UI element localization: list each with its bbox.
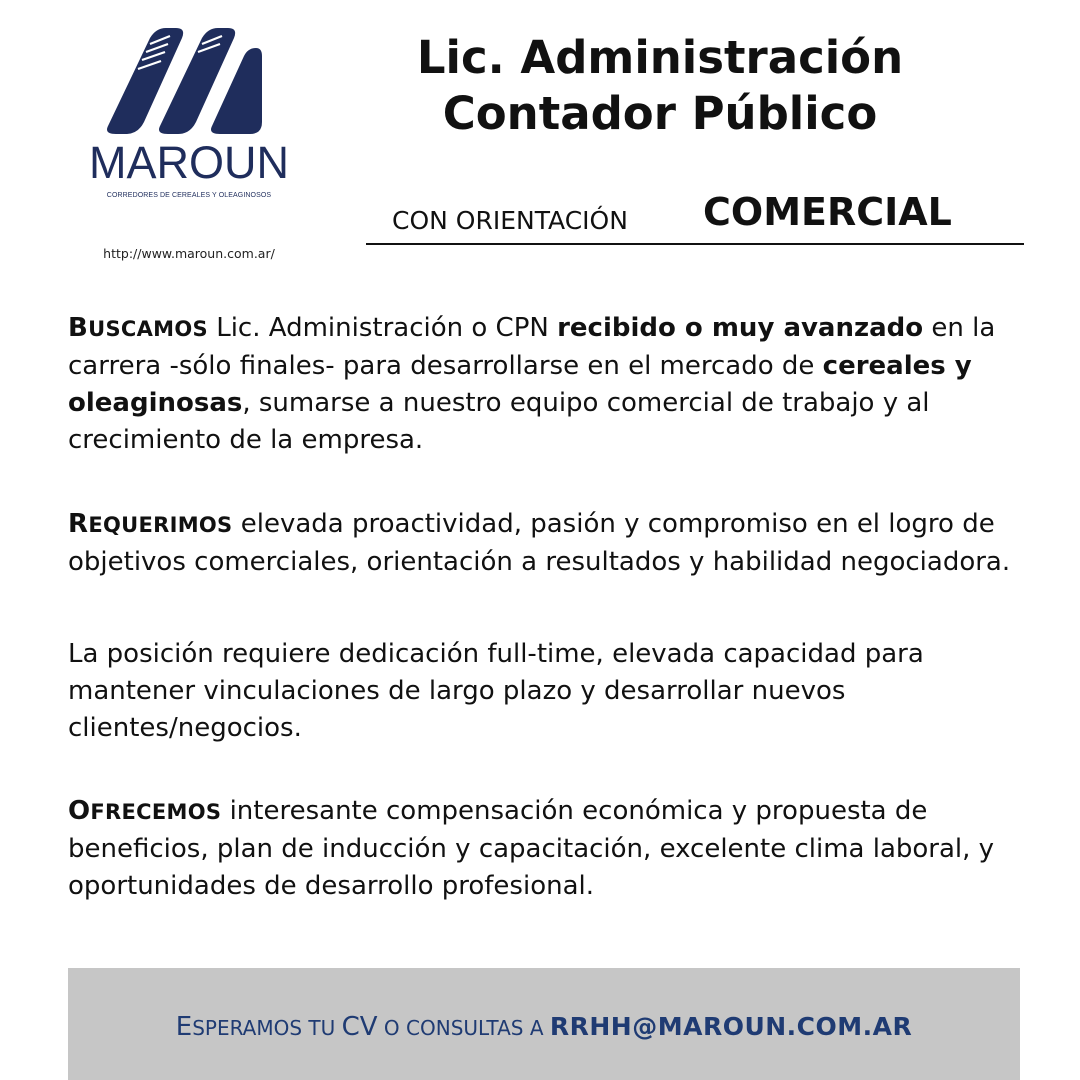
job-title-line-2: Contador Público bbox=[442, 87, 878, 140]
company-url-link[interactable]: http://www.maroun.com.ar/ bbox=[103, 246, 275, 261]
requerimos-heading: REQUERIMOS bbox=[68, 509, 233, 539]
job-subtitle bbox=[366, 190, 1024, 245]
job-title bbox=[360, 30, 960, 142]
job-title-line-1: Lic. Administración bbox=[416, 31, 904, 84]
requerimos-paragraph: REQUERIMOS elevada proactividad, pasión y compromiso en el logro de objetivos comerciales, orientación a resultados y habilidad negociadora. bbox=[68, 509, 1011, 577]
maroun-logo-icon bbox=[104, 22, 264, 146]
contact-email-link[interactable]: RRHH@MAROUN.COM.AR bbox=[549, 1012, 913, 1041]
buscamos-heading: BUSCAMOS bbox=[68, 313, 208, 343]
subtitle-prefix: CON ORIENTACIÓN bbox=[392, 206, 628, 235]
ofrecemos-heading: OFRECEMOS bbox=[68, 796, 222, 826]
posicion-paragraph: La posición requiere dedicación full-time, elevada capacidad para mantener vinculaciones de largo plazo y desarrollar nuevos clientes/negocios. bbox=[68, 639, 924, 743]
buscamos-paragraph: BUSCAMOS Lic. Administración o CPN recibido o muy avanzado en la carrera -sólo finales- para desarrollarse en el mercado de cereales y oleaginosas, sumarse a nuestro equipo comercial de trabajo y al crecimiento de la empresa. bbox=[68, 313, 996, 455]
company-logo-name: MAROUN bbox=[89, 137, 289, 188]
company-tagline: CORREDORES DE CEREALES Y OLEAGINOSOS bbox=[106, 192, 272, 199]
ofrecemos-paragraph: OFRECEMOS interesante compensación económica y propuesta de beneficios, plan de inducción y capacitación, excelente clima laboral, y oportunidades de desarrollo profesional. bbox=[68, 796, 995, 901]
subtitle-emphasis: COMERCIAL bbox=[703, 190, 952, 234]
contact-banner bbox=[68, 968, 1020, 1080]
contact-text: ESPERAMOS TU CV O CONSULTAS A RRHH@MAROUN.COM.AR bbox=[175, 1012, 913, 1042]
